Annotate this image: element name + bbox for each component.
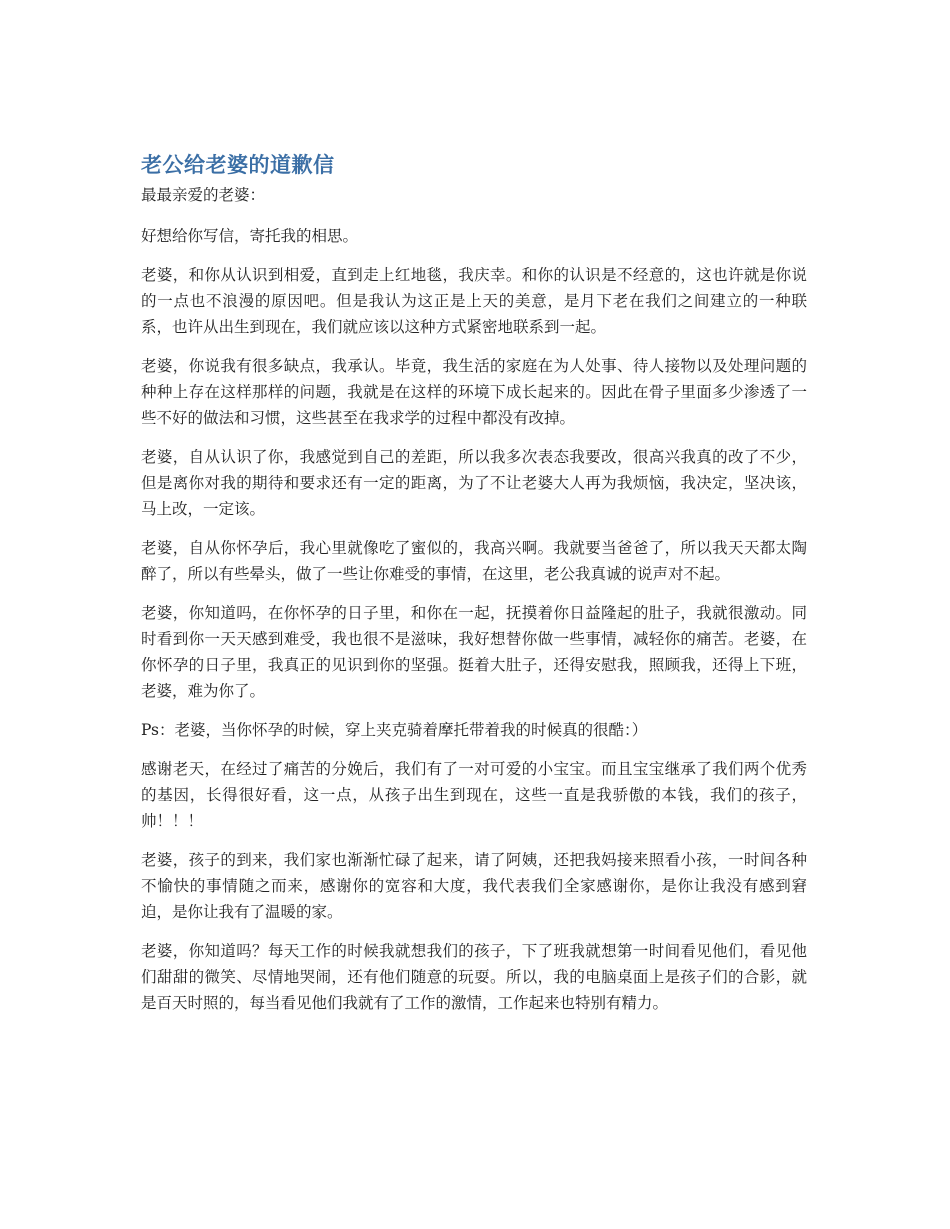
document-page [141,150,807,1029]
paragraph-8: 感谢老天，在经过了痛苦的分娩后，我们有了一对可爱的小宝宝。而且宝宝继承了我们两个优秀的基因，长得很好看，这一点，从孩子出生到现在，这些一直是我骄傲的本钱，我们的孩子，帅！！！ [141,760,807,830]
paragraph-5: 老婆，自从你怀孕后，我心里就像吃了蜜似的，我高兴啊。我就要当爸爸了，所以我天天都太陶醉了，所以有些晕头，做了一些让你难受的事情，在这里，老公我真诚的说声对不起。 [141,539,807,583]
paragraph-10: 老婆，你知道吗？每天工作的时候我就想我们的孩子，下了班我就想第一时间看见他们，看见他们甜甜的微笑、尽情地哭闹，还有他们随意的玩耍。所以，我的电脑桌面上是孩子们的合影，就是百天时照的，每当看见他们我就有了工作的激情，工作起来也特别有精力。 [141,942,807,1012]
paragraph-3: 老婆，你说我有很多缺点，我承认。毕竟，我生活的家庭在为人处事、待人接物以及处理问题的种种上存在这样那样的问题，我就是在这样的环境下成长起来的。因此在骨子里面多少渗透了一些不好的做法和习惯，这些甚至在我求学的过程中都没有改掉。 [141,357,807,427]
paragraph-ps: Ps：老婆，当你怀孕的时候，穿上夹克骑着摩托带着我的时候真的很酷：） [141,721,648,739]
document-title: 老公给老婆的道歉信 [141,153,335,177]
paragraph-9: 老婆，孩子的到来，我们家也渐渐忙碌了起来，请了阿姨，还把我妈接来照看小孩，一时间各种不愉快的事情随之而来，感谢你的宽容和大度，我代表我们全家感谢你，是你让我没有感到窘迫，是你让我有了温暖的家。 [141,851,807,921]
paragraph-6: 老婆，你知道吗，在你怀孕的日子里，和你在一起，抚摸着你日益隆起的肚子，我就很激动。同时看到你一天天感到难受，我也很不是滋味，我好想替你做一些事情，减轻你的痛苦。老婆，在你怀孕的日子里，我真正的见识到你的坚强。挺着大肚子，还得安慰我，照顾我，还得上下班，老婆，难为你了。 [141,604,807,700]
paragraph-4: 老婆，自从认识了你，我感觉到自己的差距，所以我多次表态我要改，很高兴我真的改了不少，但是离你对我的期待和要求还有一定的距离，为了不让老婆大人再为我烦恼，我决定，坚决该，马上改，一定该。 [141,448,807,518]
paragraph-1: 好想给你写信，寄托我的相思。 [141,227,359,245]
letter-greeting: 最最亲爱的老婆： [141,186,266,204]
paragraph-2: 老婆，和你从认识到相爱，直到走上红地毯，我庆幸。和你的认识是不经意的，这也许就是你说的一点也不浪漫的原因吧。但是我认为这正是上天的美意，是月下老在我们之间建立的一种联系，也许从出生到现在，我们就应该以这种方式紧密地联系到一起。 [141,266,807,336]
